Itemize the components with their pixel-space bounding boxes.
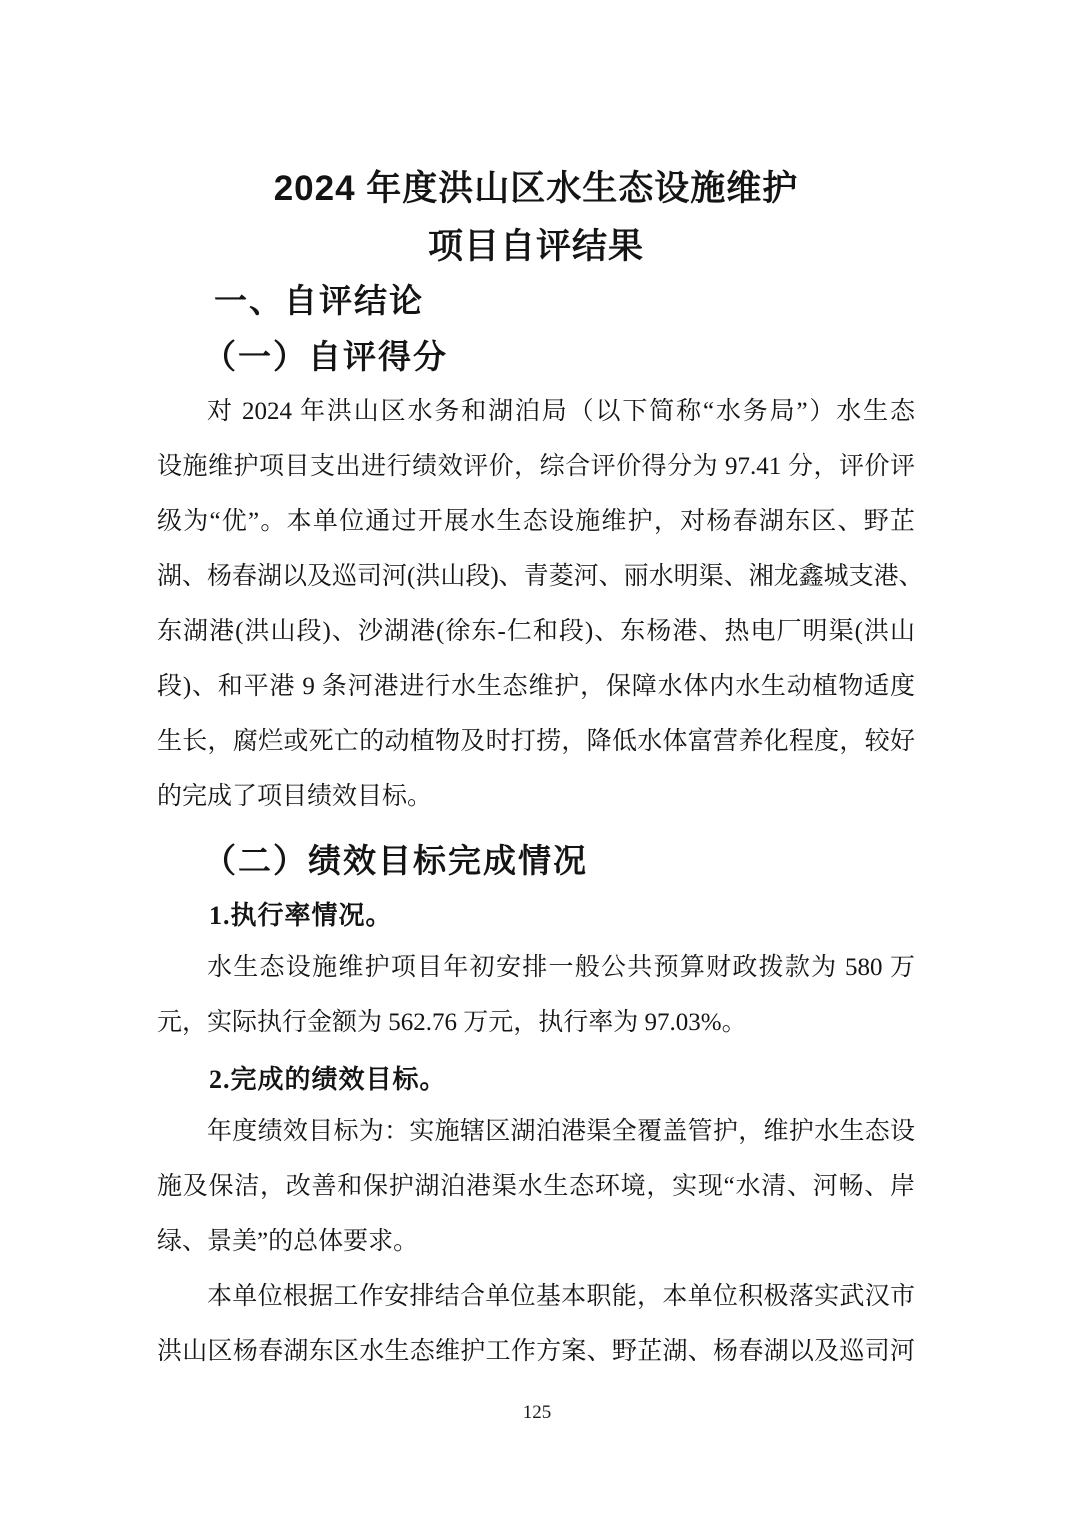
document-title-line-1: 2024 年度洪山区水生态设施维护	[273, 169, 799, 208]
document-title-line-2: 项目自评结果	[427, 227, 644, 266]
paragraph-line: 水生态设施维护项目年初安排一般公共预算财政拨款为 580 万	[207, 954, 915, 981]
paragraph-line: 施及保洁，改善和保护湖泊港渠水生态环境，实现“水清、河畅、岸	[157, 1173, 915, 1200]
paragraph-line: 本单位根据工作安排结合单位基本职能，本单位积极落实武汉市	[207, 1283, 915, 1310]
heading-section-1: 一、自评结论	[214, 282, 424, 319]
paragraph-line: 的完成了项目绩效目标。	[157, 783, 433, 810]
paragraph-line: 洪山区杨春湖东区水生态维护工作方案、野芷湖、杨春湖以及巡司河	[157, 1338, 915, 1365]
paragraph-line: 绿、景美”的总体要求。	[157, 1228, 419, 1255]
paragraph-line: 生长，腐烂或死亡的动植物及时打捞，降低水体富营养化程度，较好	[157, 728, 915, 755]
paragraph-line: 年度绩效目标为：实施辖区湖泊港渠全覆盖管护，维护水生态设	[207, 1118, 915, 1145]
document-body	[157, 0, 924, 1379]
paragraph-line: 段)、和平港 9 条河港进行水生态维护，保障水体内水生动植物适度	[157, 673, 915, 700]
heading-execution-rate: 1.执行率情况。	[209, 901, 393, 930]
paragraph-line: 级为“优”。本单位通过开展水生态设施维护，对杨春湖东区、野芷	[157, 508, 915, 535]
paragraph-line: 对 2024 年洪山区水务和湖泊局（以下简称“水务局”）水生态	[207, 398, 915, 425]
paragraph-line: 东湖港(洪山段)、沙湖港(徐东-仁和段)、东杨港、热电厂明渠(洪山	[157, 618, 915, 645]
paragraph-line: 元，实际执行金额为 562.76 万元，执行率为 97.03%。	[157, 1009, 747, 1036]
paragraph-line: 湖、杨春湖以及巡司河(洪山段)、青菱河、丽水明渠、湘龙鑫城支港、	[157, 563, 924, 590]
paragraph-unit-implementation	[157, 1269, 915, 1379]
heading-completed-goals: 2.完成的绩效目标。	[209, 1065, 447, 1094]
heading-1-2-goal-completion: （二）绩效目标完成情况	[203, 844, 588, 880]
paragraph-line: 设施维护项目支出进行绩效评价，综合评价得分为 97.41 分，评价评	[157, 453, 915, 480]
paragraph-execution-rate	[157, 940, 915, 1050]
page-number: 125	[522, 1402, 552, 1423]
paragraph-annual-goal	[157, 1104, 915, 1269]
heading-1-1-self-eval-score: （一）自评得分	[203, 340, 448, 376]
paragraph-self-eval-score	[157, 384, 924, 824]
